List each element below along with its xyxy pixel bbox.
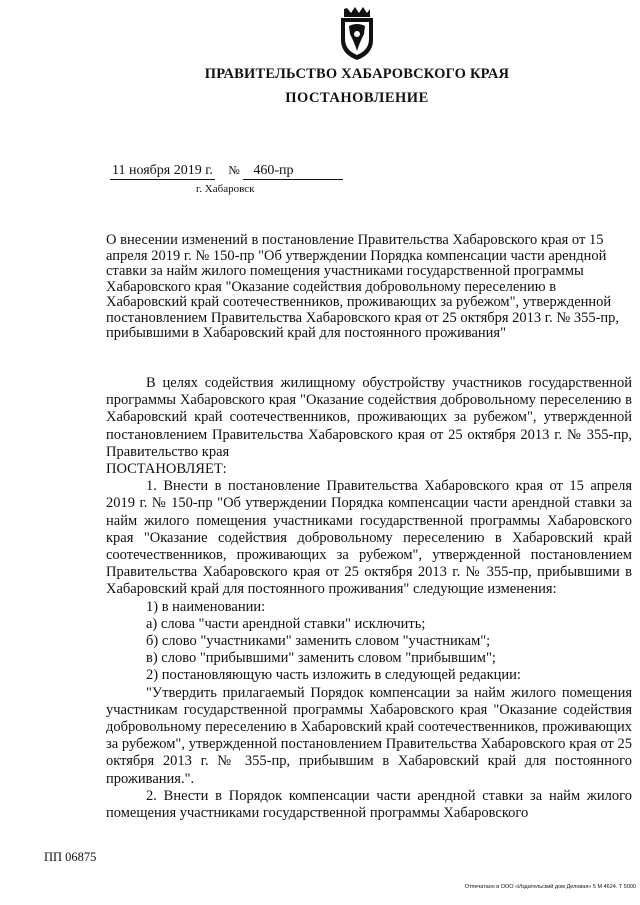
document-type: ПОСТАНОВЛЕНИЕ	[285, 90, 429, 106]
item-2: 2) постановляющую часть изложить в следующей редакции:	[146, 667, 521, 684]
quoted-text: "Утвердить прилагаемый Порядок компенсации за найм жилого помещения участникам государственной программы Хабаровского края "Оказание содействия добровольному переселению в Хабаровский край соотечественников, проживающих за рубежом", утвержденной постановлением Правительства Хабаровского края от 25 октября 2013 г. № 355-пр, прибывшим в Хабаровский край для постоянного проживания.".	[106, 684, 632, 787]
government-title: ПРАВИТЕЛЬСТВО ХАБАРОВСКОГО КРАЯ	[204, 66, 510, 82]
document-subject: О внесении изменений в постановление Правительства Хабаровского края от 15 апреля 2019 г. № 150-пр "Об утверждении Порядка компенсации части арендной ставки за найм жилого помещения участниками государственной программы Хабаровского края "Оказание содействия добровольному переселению в Хабаровский край соотечественников, проживающих за рубежом", утвержденной постановлением Правительства Хабаровского края от 25 октября 2013 г. № 355-пр, прибывшими в Хабаровский край для постоянного проживания"	[106, 232, 620, 341]
document-body	[106, 375, 632, 822]
paragraph-1: 1. Внести в постановление Правительства Хабаровского края от 15 апреля 2019 г. № 150-пр "Об утверждении Порядка компенсации части арендной ставки за найм жилого помещения участниками государственной программы Хабаровского края "Оказание содействия добровольному переселению в Хабаровский край соотечественников, проживающих за рубежом", утвержденной постановлением Правительства Хабаровского края от 25 октября 2013 г. № 355-пр, прибывшими в Хабаровский край для постоянного проживания" следующие изменения:	[106, 478, 632, 598]
footer-code: ПП 06875	[44, 850, 97, 864]
printer-imprint: Отпечатано в ООО «Издательский дом Деловая» 5 М 4624. Т 5000	[464, 884, 636, 890]
document-number: 460-пр	[243, 163, 343, 180]
date-number-line	[110, 163, 343, 180]
number-sign: №	[228, 163, 240, 177]
preamble: В целях содействия жилищному обустройству участников государственной программы Хабаровского края "Оказание содействия добровольному переселению в Хабаровский край соотечественников, проживающих за рубежом", утвержденной постановлением Правительства Хабаровского края от 25 октября 2013 г. № 355-пр, Правительство края	[106, 375, 632, 460]
decree-word: ПОСТАНОВЛЯЕТ:	[106, 461, 227, 478]
item-1c: в) слово "прибывшими" заменить словом "прибывшим";	[146, 650, 496, 667]
item-1b: б) слово "участниками" заменить словом "участникам";	[146, 633, 491, 650]
paragraph-2: 2. Внести в Порядок компенсации части арендной ставки за найм жилого помещения участниками государственной программы Хабаровского	[106, 787, 632, 822]
coat-of-arms-icon	[337, 4, 377, 62]
item-1: 1) в наименовании:	[146, 598, 266, 615]
document-date: 11 ноября 2019 г.	[112, 163, 213, 178]
item-1a: а) слова "части арендной ставки" исключить;	[146, 615, 426, 632]
city: г. Хабаровск	[196, 183, 255, 195]
